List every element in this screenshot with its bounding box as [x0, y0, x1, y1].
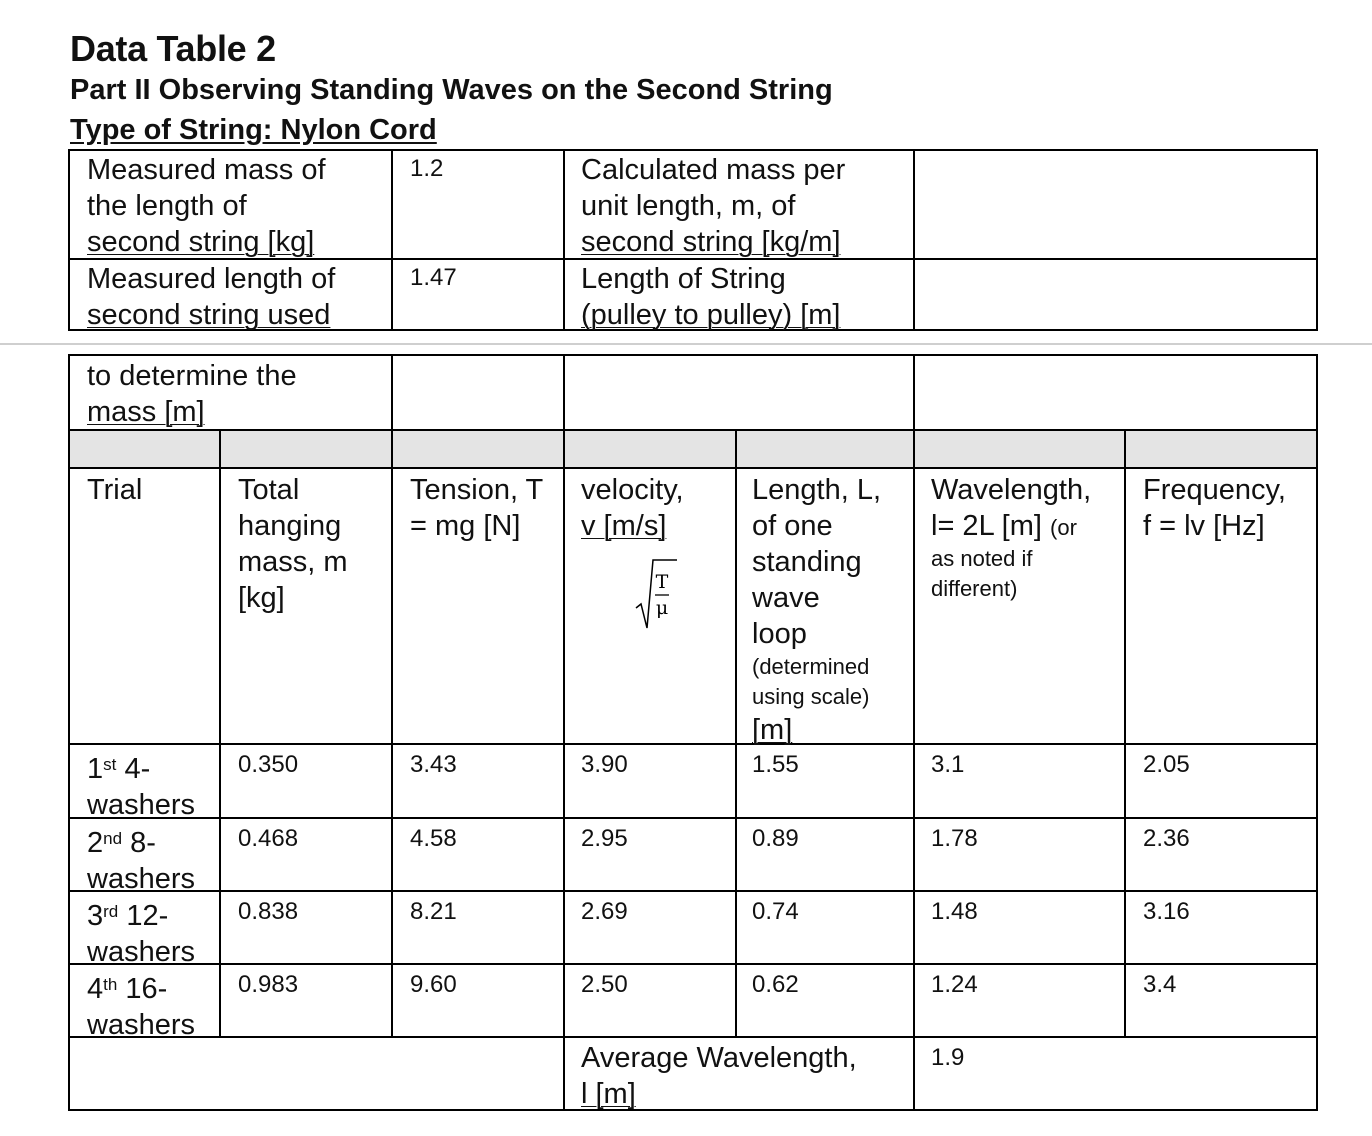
- trial-3-tension[interactable]: 8.21: [410, 898, 457, 925]
- average-wavelength-value[interactable]: 1.9: [931, 1044, 965, 1071]
- header-tension: Tension, T = mg [N]: [410, 474, 544, 542]
- trial-1-tension[interactable]: 3.43: [410, 751, 457, 778]
- trial-3-mass[interactable]: 0.838: [238, 898, 299, 925]
- formula-numerator: T: [655, 571, 669, 593]
- header-velocity: velocity, v [m/s]: [581, 474, 684, 542]
- trial-4-velocity[interactable]: 2.50: [581, 971, 628, 998]
- header-wavelength: Wavelength, l= 2L [m] (or as noted if different): [931, 474, 1092, 601]
- shaded-row: [70, 430, 1316, 467]
- trial-3-velocity[interactable]: 2.69: [581, 898, 628, 925]
- mass-per-length-label: Calculated mass per unit length, m, of second string [kg/m]: [581, 154, 846, 258]
- trial-4-mass[interactable]: 0.983: [238, 971, 299, 998]
- length-value[interactable]: 1.47: [410, 264, 457, 291]
- pulley-length-label: Length of String (pulley to pulley) [m]: [581, 263, 841, 331]
- trial-2-tension[interactable]: 4.58: [410, 825, 457, 852]
- trial-3-wavelength[interactable]: 1.48: [931, 898, 978, 925]
- trial-2-wavelength[interactable]: 1.78: [931, 825, 978, 852]
- trial-4-frequency[interactable]: 3.4: [1143, 971, 1177, 998]
- header-trial: Trial: [87, 474, 143, 506]
- trial-2-velocity[interactable]: 2.95: [581, 825, 628, 852]
- trial-2-label: 2nd 8- washers: [87, 827, 195, 895]
- page-break-divider: [0, 343, 1372, 345]
- string-type-heading: Type of String: Nylon Cord: [70, 114, 437, 146]
- trial-4-label: 4th 16- washers: [87, 973, 195, 1041]
- header-frequency: Frequency, f = lv [Hz]: [1143, 474, 1286, 542]
- trial-1-mass[interactable]: 0.350: [238, 751, 299, 778]
- trial-3-frequency[interactable]: 3.16: [1143, 898, 1190, 925]
- mass-label: Measured mass of the length of second string [kg]: [87, 154, 326, 258]
- page-subtitle: Part II Observing Standing Waves on the Second String: [70, 74, 833, 106]
- header-loop-length: Length, L, of one standing wave loop (determined using scale) [m]: [752, 474, 881, 746]
- trial-1-velocity[interactable]: 3.90: [581, 751, 628, 778]
- formula-denominator: μ: [655, 597, 669, 619]
- header-hanging-mass: Total hanging mass, m [kg]: [238, 474, 348, 614]
- trial-2-frequency[interactable]: 2.36: [1143, 825, 1190, 852]
- trial-3-length[interactable]: 0.74: [752, 898, 799, 925]
- average-wavelength-label: Average Wavelength, l [m]: [581, 1042, 857, 1110]
- trial-3-label: 3rd 12- washers: [87, 900, 195, 968]
- continued-label: to determine the mass [m]: [87, 360, 297, 428]
- mass-value[interactable]: 1.2: [410, 155, 444, 182]
- trial-1-frequency[interactable]: 2.05: [1143, 751, 1190, 778]
- trial-1-wavelength[interactable]: 3.1: [931, 751, 965, 778]
- velocity-formula: [633, 558, 677, 634]
- trial-4-length[interactable]: 0.62: [752, 971, 799, 998]
- trial-2-length[interactable]: 0.89: [752, 825, 799, 852]
- trial-1-length[interactable]: 1.55: [752, 751, 799, 778]
- trial-1-label: 1st 4- washers: [87, 753, 195, 821]
- trial-2-mass[interactable]: 0.468: [238, 825, 299, 852]
- page-title: Data Table 2: [70, 28, 276, 69]
- length-label: Measured length of second string used: [87, 263, 336, 331]
- trial-4-tension[interactable]: 9.60: [410, 971, 457, 998]
- trial-4-wavelength[interactable]: 1.24: [931, 971, 978, 998]
